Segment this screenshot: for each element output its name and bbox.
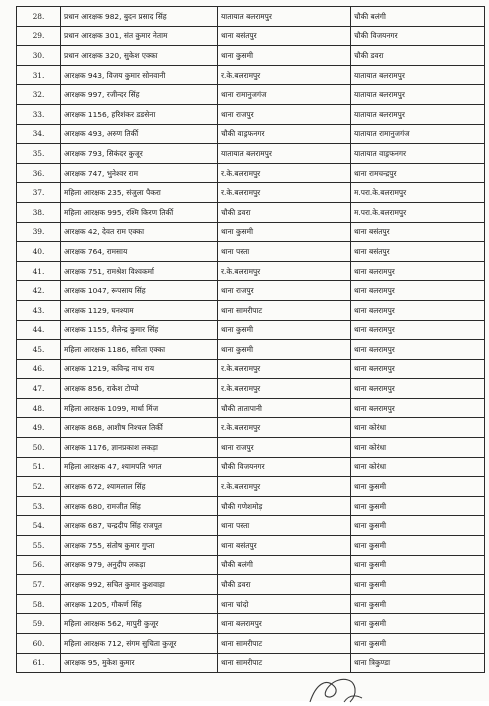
table-row: [17, 438, 485, 458]
new-posting-cell: थाना कुसमी: [351, 575, 485, 595]
table-row: [17, 104, 485, 124]
new-posting-cell: थाना बसंतपुर: [351, 242, 485, 262]
new-posting-cell: म.परा.के.बलरामपुर: [351, 183, 485, 203]
new-posting-cell: थाना बलरामपुर: [351, 379, 485, 399]
current-posting-cell: र.के.बलरामपुर: [218, 163, 351, 183]
serial-number-cell: 42.: [17, 281, 61, 301]
table-row: [17, 281, 485, 301]
employee-name-cell: प्रधान आरक्षक 320, सुकेश एक्का: [61, 46, 218, 66]
serial-number-cell: 52.: [17, 477, 61, 497]
serial-number-cell: 46.: [17, 359, 61, 379]
new-posting-cell: चौकी डवरा: [351, 46, 485, 66]
current-posting-cell: थाना चांदो: [218, 594, 351, 614]
table-row: [17, 85, 485, 105]
new-posting-cell: थाना रामचन्द्रपुर: [351, 163, 485, 183]
new-posting-cell: थाना कुसमी: [351, 536, 485, 556]
table-row: [17, 634, 485, 654]
table-row: [17, 653, 485, 673]
new-posting-cell: यातायात रामानुजगंज: [351, 124, 485, 144]
employee-name-cell: आरक्षक 751, रामश्रेश विश्वकर्मा: [61, 261, 218, 281]
current-posting-cell: चौकी वाड्रफनगर: [218, 124, 351, 144]
table-row: [17, 496, 485, 516]
current-posting-cell: चौकी तातापानी: [218, 398, 351, 418]
current-posting-cell: चौकी विजयनगर: [218, 457, 351, 477]
current-posting-cell: यातायात बलरामपुर: [218, 7, 351, 27]
employee-name-cell: आरक्षक 943, विजय कुमार सोनवानी: [61, 65, 218, 85]
table-row: [17, 555, 485, 575]
serial-number-cell: 31.: [17, 65, 61, 85]
table-row: [17, 163, 485, 183]
current-posting-cell: थाना बसंतपुर: [218, 26, 351, 46]
current-posting-cell: थाना सामरीपाट: [218, 653, 351, 673]
table-row: [17, 65, 485, 85]
employee-name-cell: आरक्षक 1156, हरिशंकर डडसेना: [61, 104, 218, 124]
current-posting-cell: र.के.बलरामपुर: [218, 65, 351, 85]
new-posting-cell: थाना कुसमी: [351, 496, 485, 516]
serial-number-cell: 29.: [17, 26, 61, 46]
new-posting-cell: थाना बलरामपुर: [351, 261, 485, 281]
current-posting-cell: थाना कुसमी: [218, 340, 351, 360]
current-posting-cell: र.के.बलरामपुर: [218, 477, 351, 497]
employee-name-cell: आरक्षक 747, भुनेश्वर राम: [61, 163, 218, 183]
new-posting-cell: थाना कुसमी: [351, 555, 485, 575]
employee-name-cell: महिला आरक्षक 1099, मार्था मिंज: [61, 398, 218, 418]
employee-name-cell: आरक्षक 997, रजीन्दर सिंह: [61, 85, 218, 105]
current-posting-cell: चौकी बलंगी: [218, 555, 351, 575]
employee-name-cell: आरक्षक 1047, रूपसाय सिंह: [61, 281, 218, 301]
employee-name-cell: आरक्षक 1176, ज्ञानप्रकाश लकड़ा: [61, 438, 218, 458]
employee-name-cell: आरक्षक 680, रामजीत सिंह: [61, 496, 218, 516]
employee-name-cell: आरक्षक 1219, कविन्द्र नाथ राय: [61, 359, 218, 379]
current-posting-cell: र.के.बलरामपुर: [218, 183, 351, 203]
transfer-list-body: [17, 7, 485, 673]
current-posting-cell: चौकी गणेशमोड़: [218, 496, 351, 516]
current-posting-cell: थाना सामरीपाट: [218, 300, 351, 320]
current-posting-cell: थाना रामानुजगंज: [218, 85, 351, 105]
table-row: [17, 183, 485, 203]
current-posting-cell: यातायात बलरामपुर: [218, 144, 351, 164]
table-row: [17, 261, 485, 281]
employee-name-cell: महिला आरक्षक 995, रश्मि किरण तिर्की: [61, 202, 218, 222]
current-posting-cell: थाना राजपुर: [218, 104, 351, 124]
table-row: [17, 516, 485, 536]
employee-name-cell: आरक्षक 95, मुकेश कुमार: [61, 653, 218, 673]
new-posting-cell: यातायात बलरामपुर: [351, 65, 485, 85]
table-row: [17, 144, 485, 164]
employee-name-cell: महिला आरक्षक 1186, सरिता एक्का: [61, 340, 218, 360]
employee-name-cell: महिला आरक्षक 712, संगम सुचिता कुजूर: [61, 634, 218, 654]
serial-number-cell: 53.: [17, 496, 61, 516]
current-posting-cell: चौकी डवरा: [218, 575, 351, 595]
serial-number-cell: 48.: [17, 398, 61, 418]
new-posting-cell: थाना कुसमी: [351, 594, 485, 614]
table-row: [17, 320, 485, 340]
serial-number-cell: 58.: [17, 594, 61, 614]
serial-number-cell: 45.: [17, 340, 61, 360]
table-row: [17, 340, 485, 360]
new-posting-cell: थाना कोरंधा: [351, 438, 485, 458]
current-posting-cell: थाना कुसमी: [218, 222, 351, 242]
employee-name-cell: आरक्षक 672, श्यामलाल सिंह: [61, 477, 218, 497]
new-posting-cell: यातायात वाड्रफनगर: [351, 144, 485, 164]
table-row: [17, 594, 485, 614]
employee-name-cell: आरक्षक 687, चन्द्रदीप सिंह राजपूत: [61, 516, 218, 536]
current-posting-cell: र.के.बलरामपुर: [218, 261, 351, 281]
new-posting-cell: थाना बलरामपुर: [351, 300, 485, 320]
new-posting-cell: चौकी विजयनगर: [351, 26, 485, 46]
serial-number-cell: 47.: [17, 379, 61, 399]
employee-name-cell: आरक्षक 868, आशीष निश्चल तिर्की: [61, 418, 218, 438]
employee-name-cell: आरक्षक 856, राकेश टोप्पो: [61, 379, 218, 399]
serial-number-cell: 60.: [17, 634, 61, 654]
employee-name-cell: आरक्षक 1129, घनश्याम: [61, 300, 218, 320]
new-posting-cell: थाना बलरामपुर: [351, 340, 485, 360]
transfer-list-table: [16, 6, 485, 673]
serial-number-cell: 40.: [17, 242, 61, 262]
employee-name-cell: आरक्षक 979, अनुदीप लकड़ा: [61, 555, 218, 575]
table-row: [17, 124, 485, 144]
new-posting-cell: म.परा.के.बलरामपुर: [351, 202, 485, 222]
serial-number-cell: 34.: [17, 124, 61, 144]
new-posting-cell: यातायात बलरामपुर: [351, 85, 485, 105]
table-row: [17, 46, 485, 66]
new-posting-cell: थाना कुसमी: [351, 634, 485, 654]
employee-name-cell: आरक्षक 42, देवत राम एक्का: [61, 222, 218, 242]
current-posting-cell: थाना राजपुर: [218, 281, 351, 301]
new-posting-cell: थाना कुसमी: [351, 614, 485, 634]
serial-number-cell: 38.: [17, 202, 61, 222]
employee-name-cell: आरक्षक 755, संतोष कुमार गुप्ता: [61, 536, 218, 556]
new-posting-cell: थाना त्रिकुण्डा: [351, 653, 485, 673]
current-posting-cell: र.के.बलरामपुर: [218, 379, 351, 399]
serial-number-cell: 55.: [17, 536, 61, 556]
new-posting-cell: थाना बलरामपुर: [351, 320, 485, 340]
serial-number-cell: 35.: [17, 144, 61, 164]
employee-name-cell: आरक्षक 1205, गौकर्ण सिंह: [61, 594, 218, 614]
serial-number-cell: 32.: [17, 85, 61, 105]
serial-number-cell: 30.: [17, 46, 61, 66]
serial-number-cell: 51.: [17, 457, 61, 477]
new-posting-cell: थाना कुसमी: [351, 477, 485, 497]
current-posting-cell: र.के.बलरामपुर: [218, 359, 351, 379]
new-posting-cell: थाना कोरंधा: [351, 418, 485, 438]
current-posting-cell: थाना सामरीपाट: [218, 634, 351, 654]
employee-name-cell: आरक्षक 793, सिकंदर कुजूर: [61, 144, 218, 164]
new-posting-cell: थाना बलरामपुर: [351, 359, 485, 379]
new-posting-cell: थाना बसंतपुर: [351, 222, 485, 242]
serial-number-cell: 36.: [17, 163, 61, 183]
serial-number-cell: 43.: [17, 300, 61, 320]
serial-number-cell: 41.: [17, 261, 61, 281]
serial-number-cell: 28.: [17, 7, 61, 27]
table-row: [17, 300, 485, 320]
table-row: [17, 26, 485, 46]
current-posting-cell: थाना कुसमी: [218, 46, 351, 66]
table-row: [17, 477, 485, 497]
table-row: [17, 359, 485, 379]
serial-number-cell: 59.: [17, 614, 61, 634]
table-row: [17, 536, 485, 556]
employee-name-cell: महिला आरक्षक 562, मापुरी कुजूर: [61, 614, 218, 634]
serial-number-cell: 39.: [17, 222, 61, 242]
employee-name-cell: आरक्षक 992, सचित कुमार कुशवाहा: [61, 575, 218, 595]
employee-name-cell: आरक्षक 493, अरुण तिर्की: [61, 124, 218, 144]
table-row: [17, 457, 485, 477]
serial-number-cell: 37.: [17, 183, 61, 203]
employee-name-cell: प्रधान आरक्षक 982, बुदन प्रसाद सिंह: [61, 7, 218, 27]
current-posting-cell: थाना बलरामपुर: [218, 614, 351, 634]
current-posting-cell: र.के.बलरामपुर: [218, 418, 351, 438]
new-posting-cell: थाना कुसमी: [351, 516, 485, 536]
serial-number-cell: 61.: [17, 653, 61, 673]
current-posting-cell: थाना राजपुर: [218, 438, 351, 458]
employee-name-cell: आरक्षक 1155, शैलेन्द्र कुमार सिंह: [61, 320, 218, 340]
current-posting-cell: थाना पस्ता: [218, 516, 351, 536]
serial-number-cell: 49.: [17, 418, 61, 438]
table-row: [17, 614, 485, 634]
serial-number-cell: 33.: [17, 104, 61, 124]
table-row: [17, 202, 485, 222]
new-posting-cell: यातायात बलरामपुर: [351, 104, 485, 124]
new-posting-cell: थाना बलरामपुर: [351, 398, 485, 418]
table-row: [17, 7, 485, 27]
current-posting-cell: चौकी डवरा: [218, 202, 351, 222]
table-row: [17, 398, 485, 418]
table-row: [17, 379, 485, 399]
employee-name-cell: महिला आरक्षक 47, श्यामपति भगत: [61, 457, 218, 477]
serial-number-cell: 44.: [17, 320, 61, 340]
serial-number-cell: 56.: [17, 555, 61, 575]
new-posting-cell: थाना कोरंधा: [351, 457, 485, 477]
table-row: [17, 222, 485, 242]
current-posting-cell: थाना कुसमी: [218, 320, 351, 340]
new-posting-cell: चौकी बलंगी: [351, 7, 485, 27]
new-posting-cell: थाना बलरामपुर: [351, 281, 485, 301]
employee-name-cell: आरक्षक 764, रामसाय: [61, 242, 218, 262]
table-row: [17, 242, 485, 262]
current-posting-cell: थाना बसंतपुर: [218, 536, 351, 556]
table-row: [17, 418, 485, 438]
current-posting-cell: थाना पस्ता: [218, 242, 351, 262]
serial-number-cell: 57.: [17, 575, 61, 595]
table-row: [17, 575, 485, 595]
serial-number-cell: 54.: [17, 516, 61, 536]
serial-number-cell: 50.: [17, 438, 61, 458]
employee-name-cell: महिला आरक्षक 235, संजुला पैकरा: [61, 183, 218, 203]
employee-name-cell: प्रधान आरक्षक 301, संत कुमार नेताम: [61, 26, 218, 46]
